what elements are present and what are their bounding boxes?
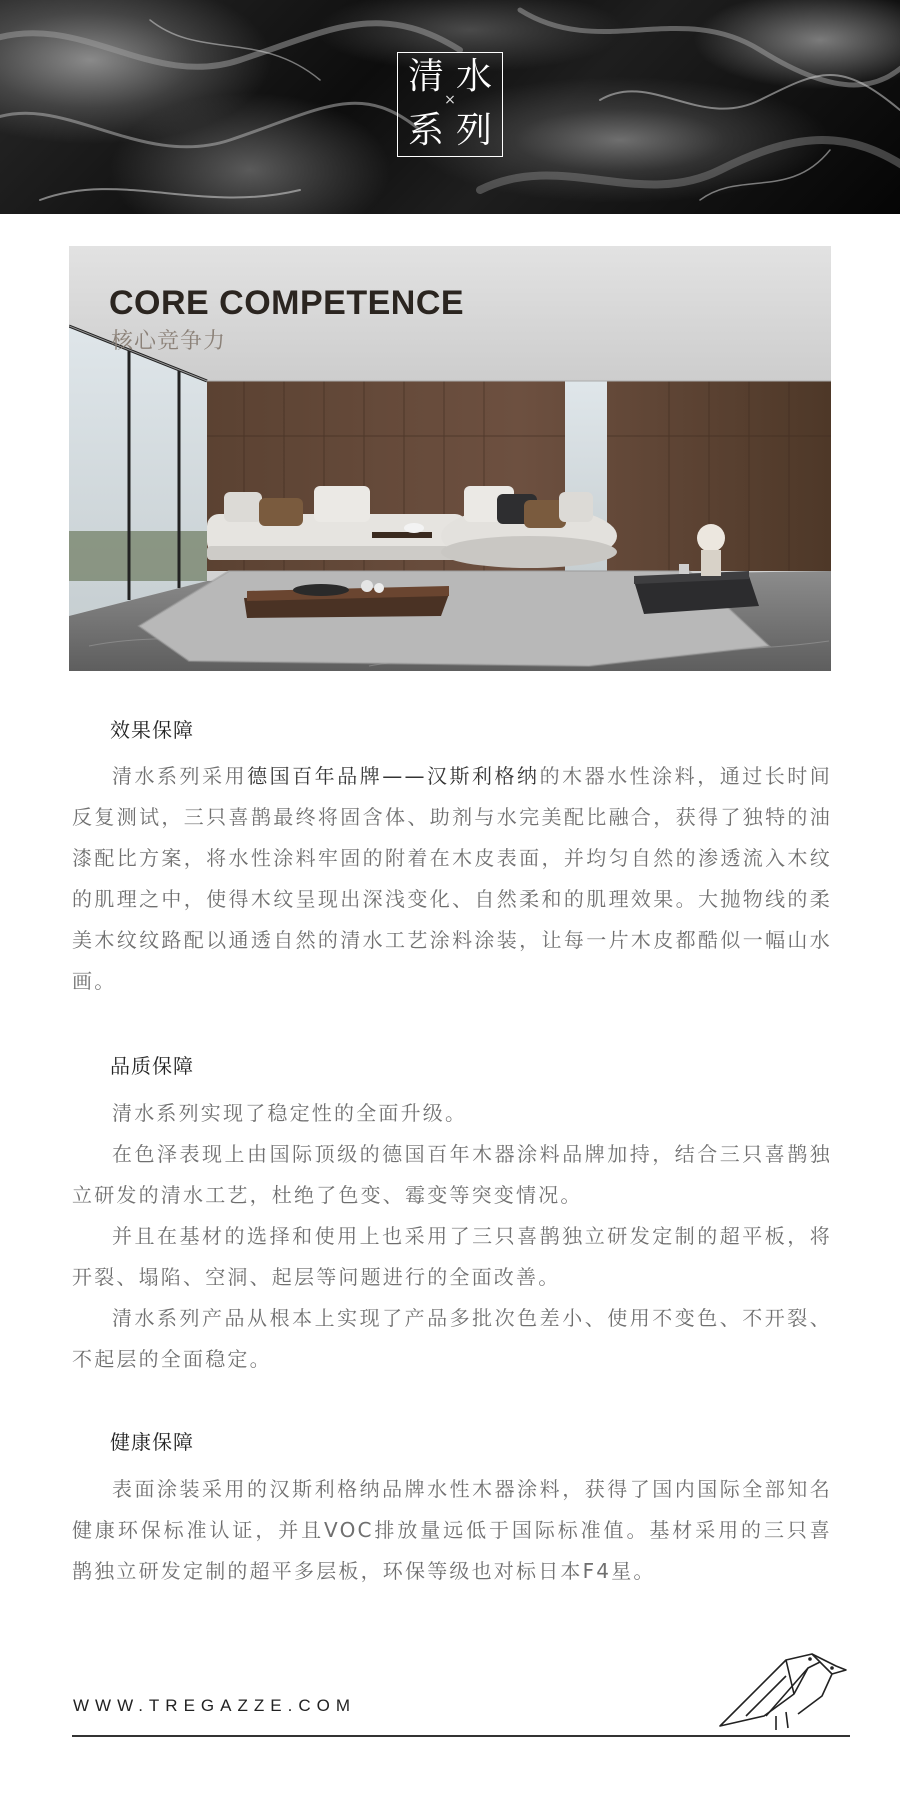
footer-divider	[72, 1735, 850, 1737]
logo-char-3: 系	[407, 110, 444, 151]
paragraph: 表面涂装采用的汉斯利格纳品牌水性木器涂料，获得了国内国际全部知名健康环保标准认证，并且VOC排放量远低于国际标准值。基材采用的三只喜鹊独立研发定制的超平多层板，环保等级也对标日本F4星。	[72, 1477, 832, 1583]
logo-char-2: 水	[455, 56, 492, 97]
magpie-birds-icon	[716, 1636, 850, 1736]
section-title-health: 健康保障	[110, 1430, 194, 1454]
paragraph: 并且在基材的选择和使用上也采用了三只喜鹊独立研发定制的超平板，将开裂、塌陷、空洞、起层等问题进行的全面改善。	[72, 1224, 832, 1289]
header-banner	[0, 0, 900, 214]
paragraph-text: 清水系列采用	[112, 764, 248, 788]
paragraph: 清水系列产品从根本上实现了产品多批次色差小、使用不变色、不开裂、不起层的全面稳定。	[72, 1306, 832, 1371]
paragraph	[72, 756, 832, 1002]
paragraph: 清水系列实现了稳定性的全面升级。	[112, 1101, 468, 1125]
logo-char-1: 清	[407, 56, 444, 97]
section-body-quality	[72, 1093, 832, 1380]
section-title-quality: 品质保障	[110, 1054, 194, 1078]
interior-photo	[69, 246, 831, 671]
hero-subtitle: 核心竞争力	[111, 329, 227, 354]
paragraph-text: 的木器水性涂料，通过长时间反复测试，三只喜鹊最终将固含体、助剂与水完美配比融合，获得了独特的油漆配比方案，将水性涂料牢固的附着在木皮表面，并均匀自然的渗透流入木纹的肌理之中，使得木纹呈现出深浅变化、自然柔和的肌理效果。大抛物线的柔美木纹纹路配以通透自然的清水工艺涂料涂装，让每一片木皮都酷似一幅山水画。	[72, 764, 832, 993]
paragraph: 在色泽表现上由国际顶级的德国百年木器涂料品牌加持，结合三只喜鹊独立研发的清水工艺，杜绝了色变、霉变等突变情况。	[72, 1142, 832, 1207]
logo-char-4: 列	[455, 110, 492, 151]
brand-logo	[397, 52, 503, 157]
section-title-effect: 效果保障	[110, 718, 194, 742]
section-body-effect	[72, 756, 832, 1002]
section-body-health	[72, 1469, 832, 1592]
hero-title: CORE COMPETENCE	[109, 284, 465, 322]
brand-highlight: 德国百年品牌——汉斯利格纳	[247, 764, 540, 788]
website-url: WWW.TREGAZZE.COM	[73, 1696, 356, 1715]
logo-separator: ×	[444, 92, 456, 108]
